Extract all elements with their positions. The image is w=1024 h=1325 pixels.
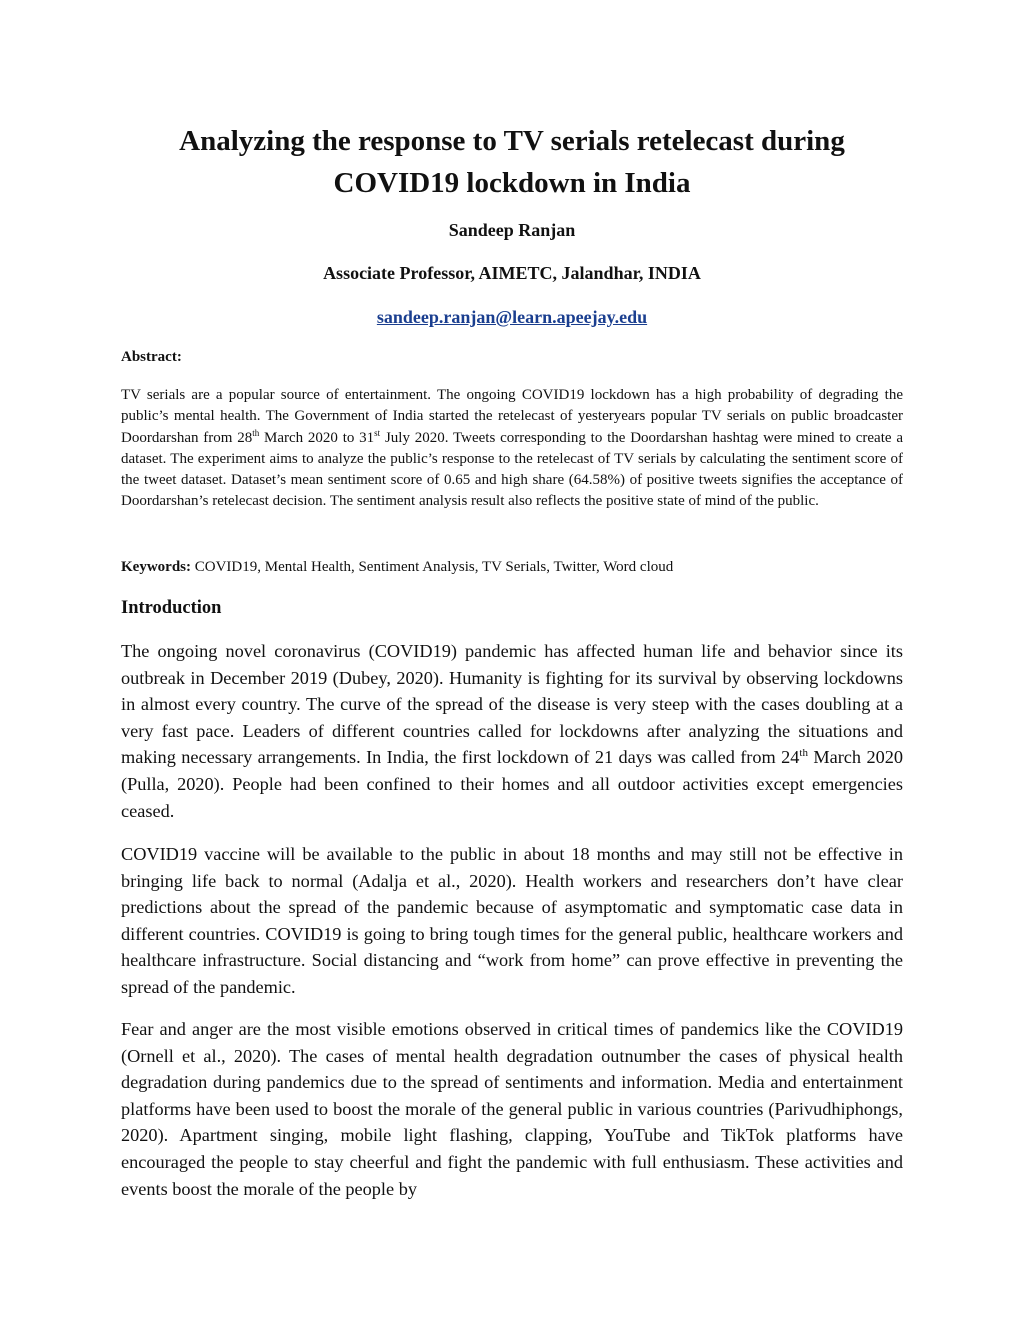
intro-p1-superscript: th bbox=[799, 747, 808, 760]
keywords-list: COVID19, Mental Health, Sentiment Analysis, TV Serials, Twitter, Word cloud bbox=[191, 559, 674, 575]
paper-title bbox=[121, 120, 903, 204]
abstract-part-1: TV serials are a popular source of entertainment. The ongoing COVID19 lockdown has a high probability of degrading the public’s mental health. The Government of India started the retelecast of yesteryears popular TV serials on public broadcaster Doordarshan from 28 bbox=[121, 387, 903, 446]
abstract-superscript-1: th bbox=[252, 427, 260, 438]
paper-title-line-2: COVID19 lockdown in India bbox=[333, 167, 691, 199]
abstract-label: Abstract: bbox=[121, 349, 182, 365]
intro-p1-part-1: The ongoing novel coronavirus (COVID19) pandemic has affected human life and behavior since its outbreak in December 2019 (Dubey, 2020). Humanity is fighting for its survival by observing lockdowns in almost every country. The curve of the spread of the disease is very steep with the cases doubling at a very fast pace. Leaders of different countries called for lockdowns after analyzing the situations and making necessary arrangements. In India, the first lockdown of 21 days was called from 24 bbox=[121, 641, 903, 768]
author-email bbox=[121, 306, 903, 328]
abstract-part-2: March 2020 to 31 bbox=[259, 429, 375, 446]
paper-title-line-1: Analyzing the response to TV serials retelecast during bbox=[179, 125, 845, 157]
intro-p1-part-2: March 2020 (Pulla, 2020). People had been confined to their homes and all outdoor activities except emergencies ceased. bbox=[121, 747, 904, 821]
abstract-text bbox=[121, 385, 903, 513]
keywords-label: Keywords: bbox=[121, 559, 191, 575]
intro-paragraph-1 bbox=[121, 638, 903, 824]
author-name: Sandeep Ranjan bbox=[448, 220, 576, 240]
intro-paragraph-2: COVID19 vaccine will be available to the public in about 18 months and may still not be effective in bringing life back to normal (Adalja et al., 2020). Health workers and researchers don’t have clear predictions about the spread of the pandemic because of asymptomatic and symptomatic case data in different countries. COVID19 is going to bring tough times for the general public, healthcare workers and healthcare infrastructure. Social distancing and “work from home” can prove effective in preventing the spread of the pandemic. bbox=[121, 844, 903, 997]
paper-page bbox=[121, 0, 903, 1325]
author-email-link[interactable]: sandeep.ranjan@learn.apeejay.edu bbox=[376, 307, 648, 327]
introduction-heading: Introduction bbox=[121, 598, 222, 618]
intro-paragraph-3: Fear and anger are the most visible emotions observed in critical times of pandemics like the COVID19 (Ornell et al., 2020). The cases of mental health degradation outnumber the cases of physical health degradation during pandemics due to the spread of sentiments and information. Media and entertainment platforms have been used to boost the morale of the general public in various countries (Parivudhiphongs, 2020). Apartment singing, mobile light flashing, clapping, YouTube and TikTok platforms have encouraged the people to stay cheerful and fight the pandemic with full enthusiasm. These activities and events boost the morale of the people by bbox=[121, 1019, 903, 1199]
author-affiliation: Associate Professor, AIMETC, Jalandhar, INDIA bbox=[323, 263, 701, 283]
abstract-part-3: July 2020. Tweets corresponding to the Doordarshan hashtag were mined to create a dataset. The experiment aims to analyze the public’s response to the retelecast of TV serials by calculating the sentiment score of the tweet dataset. Dataset’s mean sentiment score of 0.65 and high share (64.58%) of positive tweets signifies the acceptance of Doordarshan’s retelecast decision. The sentiment analysis result also reflects the positive state of mind of the public. bbox=[121, 429, 903, 510]
keywords bbox=[121, 557, 903, 578]
abstract-superscript-2: st bbox=[374, 427, 381, 438]
